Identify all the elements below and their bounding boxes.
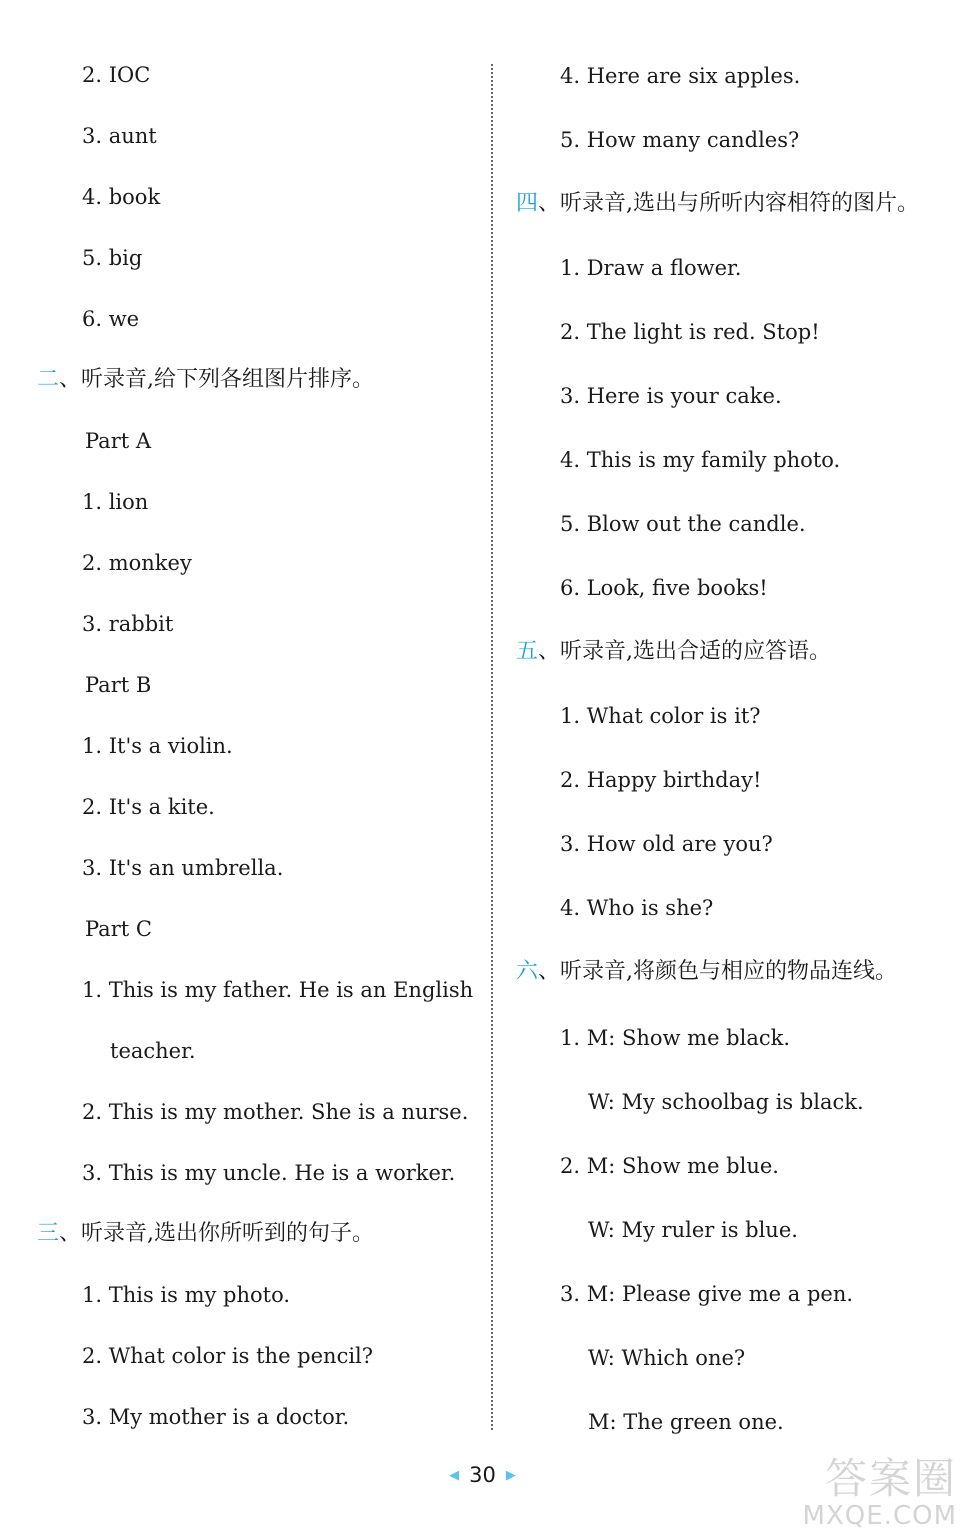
list-item: 6. we bbox=[82, 307, 140, 331]
list-item: 3. rabbit bbox=[82, 612, 174, 636]
list-item-continuation: teacher. bbox=[110, 1039, 196, 1063]
dialogue-line: 2. M: Show me blue. bbox=[560, 1154, 779, 1178]
section-heading-3 bbox=[37, 1219, 374, 1249]
list-item: 1. This is my photo. bbox=[82, 1283, 291, 1307]
list-item: 3. It's an umbrella. bbox=[82, 856, 284, 880]
list-item: 3. Here is your cake. bbox=[560, 384, 782, 408]
right-arrow-icon: ▶ bbox=[505, 1467, 516, 1483]
list-item: 2. Happy birthday! bbox=[560, 768, 762, 792]
page-number: 30 bbox=[469, 1463, 496, 1487]
list-item: 2. It's a kite. bbox=[82, 795, 215, 819]
watermark bbox=[803, 1456, 957, 1530]
part-label: Part B bbox=[85, 673, 152, 697]
list-item: 4. Who is she? bbox=[560, 896, 714, 920]
section-title: 、听录音,选出与所听内容相符的图片。 bbox=[538, 191, 920, 216]
list-item: 6. Look, five books! bbox=[560, 576, 768, 600]
dialogue-line: 1. M: Show me black. bbox=[560, 1026, 791, 1050]
list-item: 3. aunt bbox=[82, 124, 157, 148]
list-item: 3. How old are you? bbox=[560, 832, 773, 856]
section-title: 、听录音,将颜色与相应的物品连线。 bbox=[538, 959, 898, 984]
section-heading-2 bbox=[37, 365, 374, 395]
list-item: 3. My mother is a doctor. bbox=[82, 1405, 350, 1429]
section-title: 、听录音,给下列各组图片排序。 bbox=[59, 367, 375, 392]
list-item: 1. Draw a flower. bbox=[560, 256, 742, 280]
section-heading-4 bbox=[516, 189, 919, 219]
list-item: 3. This is my uncle. He is a worker. bbox=[82, 1161, 456, 1185]
list-item: 2. monkey bbox=[82, 551, 192, 575]
list-item: 1. What color is it? bbox=[560, 704, 761, 728]
section-heading-6 bbox=[516, 957, 897, 987]
list-item: 4. book bbox=[82, 185, 161, 209]
list-item: 2. This is my mother. She is a nurse. bbox=[82, 1100, 469, 1124]
dialogue-line: W: My ruler is blue. bbox=[588, 1218, 798, 1242]
list-item: 4. This is my family photo. bbox=[560, 448, 841, 472]
list-item: 5. How many candles? bbox=[560, 128, 800, 152]
list-item: 5. Blow out the candle. bbox=[560, 512, 806, 536]
dialogue-line: W: Which one? bbox=[588, 1346, 746, 1370]
list-item: 2. What color is the pencil? bbox=[82, 1344, 374, 1368]
dialogue-line: W: My schoolbag is black. bbox=[588, 1090, 864, 1114]
section-heading-5 bbox=[516, 637, 831, 667]
section-number: 四 bbox=[516, 191, 539, 216]
left-arrow-icon: ◀ bbox=[449, 1467, 460, 1483]
section-title: 、听录音,选出合适的应答语。 bbox=[538, 639, 832, 664]
column-divider bbox=[491, 64, 493, 1430]
list-item: 2. IOC bbox=[82, 63, 151, 87]
list-item: 5. big bbox=[82, 246, 143, 270]
watermark-url: MXQE.COM bbox=[802, 1501, 957, 1531]
list-item: 1. It's a violin. bbox=[82, 734, 233, 758]
list-item: 1. This is my father. He is an English bbox=[82, 978, 474, 1002]
part-label: Part C bbox=[85, 917, 152, 941]
section-number: 三 bbox=[37, 1221, 60, 1246]
dialogue-line: 3. M: Please give me a pen. bbox=[560, 1282, 854, 1306]
section-number: 五 bbox=[516, 639, 539, 664]
section-title: 、听录音,选出你所听到的句子。 bbox=[59, 1221, 375, 1246]
list-item: 2. The light is red. Stop! bbox=[560, 320, 820, 344]
section-number: 二 bbox=[37, 367, 60, 392]
part-label: Part A bbox=[85, 429, 152, 453]
dialogue-line: M: The green one. bbox=[588, 1410, 784, 1434]
watermark-logo-text: 答案圈 bbox=[824, 1454, 957, 1503]
list-item: 4. Here are six apples. bbox=[560, 64, 801, 88]
section-number: 六 bbox=[516, 959, 539, 984]
list-item: 1. lion bbox=[82, 490, 149, 514]
